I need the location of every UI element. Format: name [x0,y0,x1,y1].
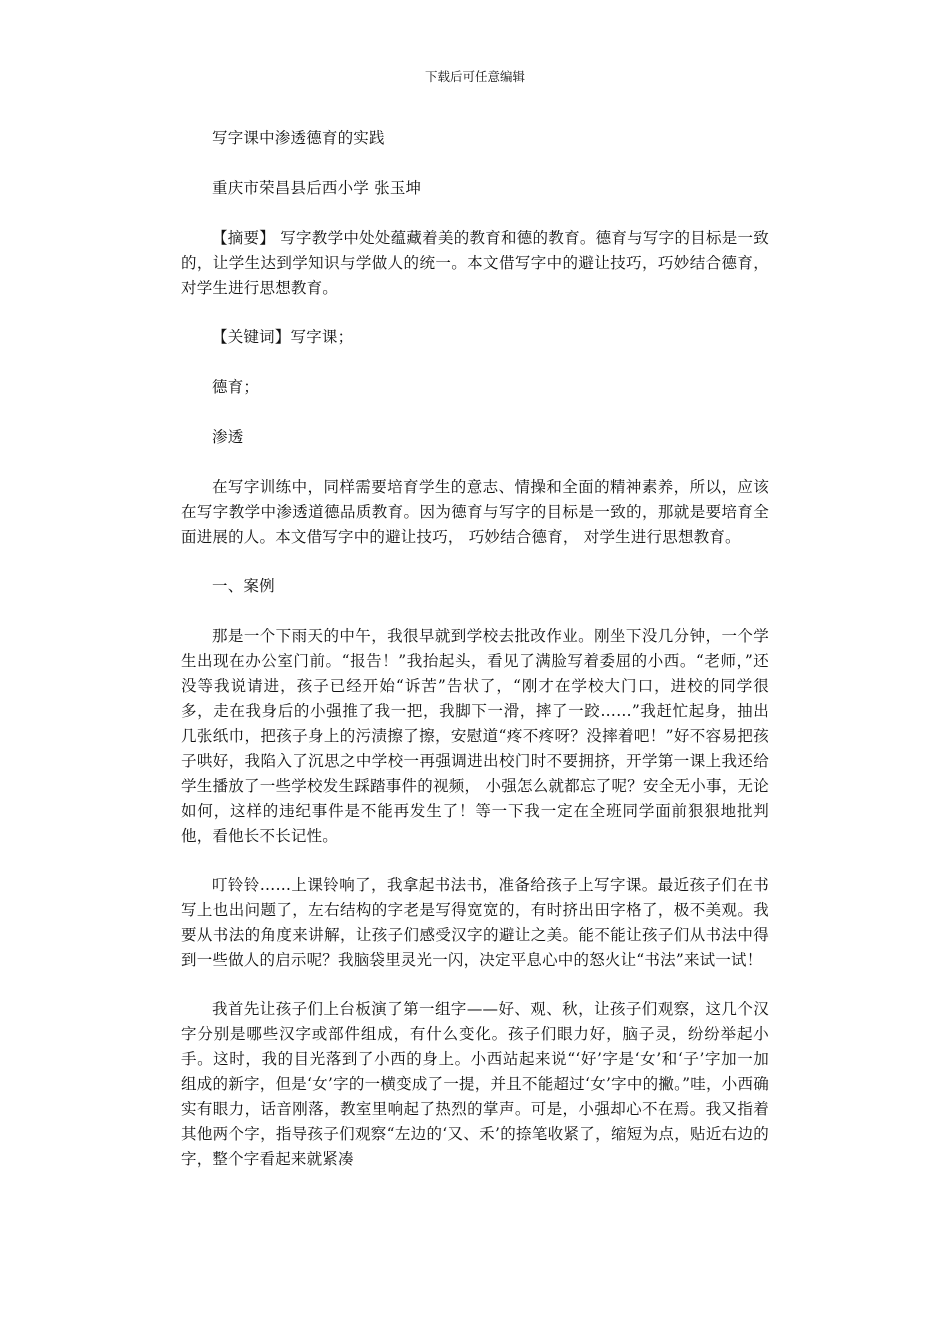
document-title: 写字课中渗透德育的实践 [212,129,385,147]
document-author: 重庆市荣昌县后西小学 张玉坤 [212,179,422,197]
case-paragraph-2: 叮铃铃……上课铃响了，我拿起书法书，准备给孩子上写字课。最近孩子们在书写上也出问题了，左右结构的字老是写得宽宽的，有时挤出田字格了，极不美观。我要从书法的角度来讲解，让孩子们感受汉字的避让之美。能不能让孩子们从书法中得到一些做人的启示呢？我脑袋里灵光一闪，决定平息心中的怒火让“书法”来试一试！ [181,876,769,969]
case-paragraph-1: 那是一个下雨天的中午，我很早就到学校去批改作业。刚坐下没几分钟，一个学生出现在办公室门前。“报告！”我抬起头，看见了满脸写着委屈的小西。“老师，”还没等我说请进，孩子已经开始“诉苦”告状了，“刚才在学校大门口，进校的同学很多，走在我身后的小强推了我一把，我脚下一滑，摔了一跤……”我赶忙起身，抽出几张纸巾，把孩子身上的污渍擦了擦，安慰道“疼不疼呀？没摔着吧！”好不容易把孩子哄好，我陷入了沉思之中学校一再强调进出校门时不要拥挤，开学第一课上我还给学生播放了一些学校发生踩踏事件的视频， 小强怎么就都忘了呢？安全无小事，无论如何，这样的违纪事件是不能再发生了！等一下我一定在全班同学面前狠狠地批判他，看他长不长记性。 [181,627,769,845]
keywords-line-2: 德育； [212,378,260,396]
section-heading: 一、案例 [212,577,275,595]
keywords-line-1: 【关键词】写字课； [212,328,354,346]
page-header: 下载后可任意编辑 [424,69,525,84]
intro-paragraph: 在写字训练中，同样需要培育学生的意志、情操和全面的精神素养，所以，应该在写字教学中渗透道德品质教育。因为德育与写字的目标是一致的，那就是要培育全面进展的人。本文借写字中的避让技巧， 巧妙结合德育， 对学生进行思想教育。 [181,478,769,546]
abstract-paragraph: 【摘要】 写字教学中处处蕴藏着美的教育和德的教育。德育与写字的目标是一致的，让学生达到学知识与学做人的统一。本文借写字中的避让技巧，巧妙结合德育，对学生进行思想教育。 [181,229,769,297]
case-paragraph-3: 我首先让孩子们上台板演了第一组字——好、观、秋，让孩子们观察，这几个汉字分别是哪些汉字或部件组成，有什么变化。孩子们眼力好，脑子灵，纷纷举起小手。这时，我的目光落到了小西的身上。小西站起来说“‘好’字是‘女’和‘子’字加一加组成的新字，但是‘女’字的一横变成了一提，并且不能超过‘女’字中的撇。”哇，小西确实有眼力，话音刚落，教室里响起了热烈的掌声。可是，小强却心不在焉。我又指着其他两个字，指导孩子们观察“左边的‘又、禾’的捺笔收紧了，缩短为点，贴近右边的字，整个字看起来就紧凑 [181,1000,769,1168]
keywords-line-3: 渗透 [212,428,244,446]
document-body [181,126,769,1196]
